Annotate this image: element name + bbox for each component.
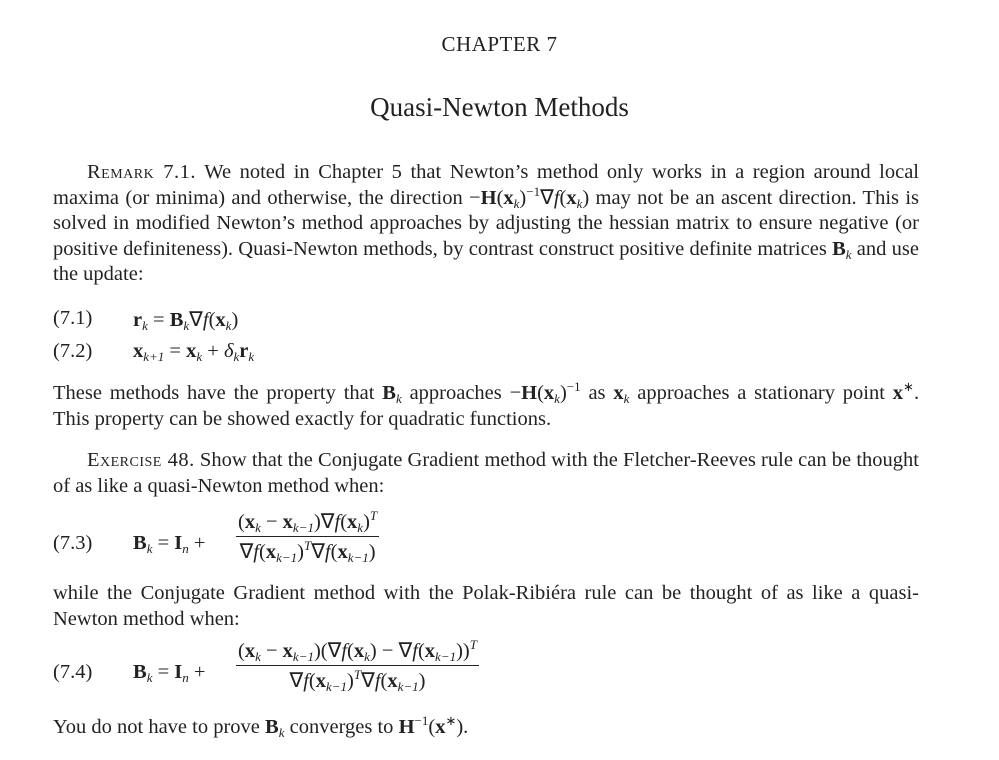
textbook-page: CHAPTER 7 Quasi-Newton Methods Remark 7.1. We noted in Chapter 5 that Newton’s method only works in a region around local maxima (or minima) and otherwise, the direction $-H(x_k)^{-1}\nabla f(x_k)$ may not be an ascent direction. This is solved in modified Newton’s method approaches by adjusting the hessian matrix to ensure negative (or positive definiteness). Quasi-Newton methods, by contrast construct positive definite matrices $B_k$ and use the update: (7.1) $r_k = B_k\nabla f(x_k)$ (7.2) $x_{k+1} = x_k + \delta_kr_k$ These methods have the property that $B_k$ approaches $-H(x_k)^{-1}$ as $x_k$ approaches a stationary point x∗. This property can be showed exactly for quadratic functions. Exercise 48. Show that the Conjugate Gradient method with the Fletcher-Reeves rule can be thought of as like a quasi-Newton method when: (7.3) $B_k = I_n$ + $\frac{(x_k - x_{k-1})\nabla f(x_k)^T}{\nabla f(x_{k-1})^T\nabla f(x_{k-1})}$ while the Conjugate Gradient method with the Polak-Ribiéra rule can be thought of as like a quasi-Newton method when: (7.4) $B_k = I_n$ + $\frac{(x_k - x_{k-1})(\nabla f(x_k) - \nabla f(x_{k-1}))^T}{\nabla f(x_{k-1})^T\nabla f(x_{k-1})}$ You do not have to prove $B_k$ converges to $H^{-1}(x^∗)$. xyxy=(0,0,999,760)
equation-body: $r_k = B_k\nabla f(x_k)$ xyxy=(133,309,239,333)
equation-number: (7.4) xyxy=(53,661,93,683)
chapter-label: CHAPTER 7 xyxy=(441,32,558,56)
equation-number: (7.1) xyxy=(53,307,93,329)
remark-text-2: may not be an ascent direction. This is solved in modified Newton’s method approaches by adjusting the hessian matrix to ensure negative (or positive definiteness). Quasi-Newton methods, by contrast construct positive definite matrices xyxy=(53,186,920,260)
exercise-heading: Exercise 48. xyxy=(87,449,195,471)
numerator: $(x_k - x_{k-1})\nabla f(x_k)^T$ xyxy=(238,508,378,535)
exercise-text: Show that the Conjugate Gradient method with the Fletcher-Reeves rule can be thought of as like a quasi-Newton method when: xyxy=(53,449,919,497)
equation-number: (7.2) xyxy=(53,340,93,362)
exercise-paragraph xyxy=(53,448,919,499)
remark-text-3: and use the update: xyxy=(53,237,919,286)
denominator: $\nabla f(x_{k-1})^T\nabla f(x_{k-1})$ xyxy=(289,667,426,694)
remark-text-1: We noted in Chapter 5 that Newton’s method only works in a region around local maxima (or minima) and otherwise, the direction − xyxy=(53,161,919,209)
polak-paragraph: while the Conjugate Gradient method with the Polak-Ribiéra rule can be thought of as like a quasi-Newton method when: xyxy=(53,582,919,630)
fraction xyxy=(236,509,379,564)
numerator: $(x_k - x_{k-1})(\nabla f(x_k) - \nabla f(x_{k-1}))^T$ xyxy=(238,637,477,664)
property-paragraph: These methods have the property that $B_k$ approaches $-H(x_k)^{-1}$ as $x_k$ approaches a stationary point x∗. This property can be showed exactly for quadratic functions. xyxy=(53,379,920,430)
equation-number: (7.3) xyxy=(53,532,93,554)
remark-paragraph: Remark 7.1. We noted in Chapter 5 that Newton’s method only works in a region around local maxima (or minima) and otherwise, the direction $-H(x_k)^{-1}\nabla f(x_k)$ may not be an ascent direction. This is solved in modified Newton’s method approaches by adjusting the hessian matrix to ensure negative (or positive definiteness). Quasi-Newton methods, by contrast construct positive definite matrices $B_k$ and use the update: xyxy=(53,161,920,286)
equation-body: $x_{k+1} = x_k + \delta_kr_k$ xyxy=(133,340,255,364)
denominator: $\nabla f(x_{k-1})^T\nabla f(x_{k-1})$ xyxy=(239,538,376,565)
closing-line: You do not have to prove $B_k$ converges to $H^{-1}(x^∗)$. xyxy=(53,713,469,740)
fraction xyxy=(236,638,479,693)
remark-heading: Remark 7.1. xyxy=(87,161,197,183)
chapter-title: Quasi-Newton Methods xyxy=(370,92,629,122)
